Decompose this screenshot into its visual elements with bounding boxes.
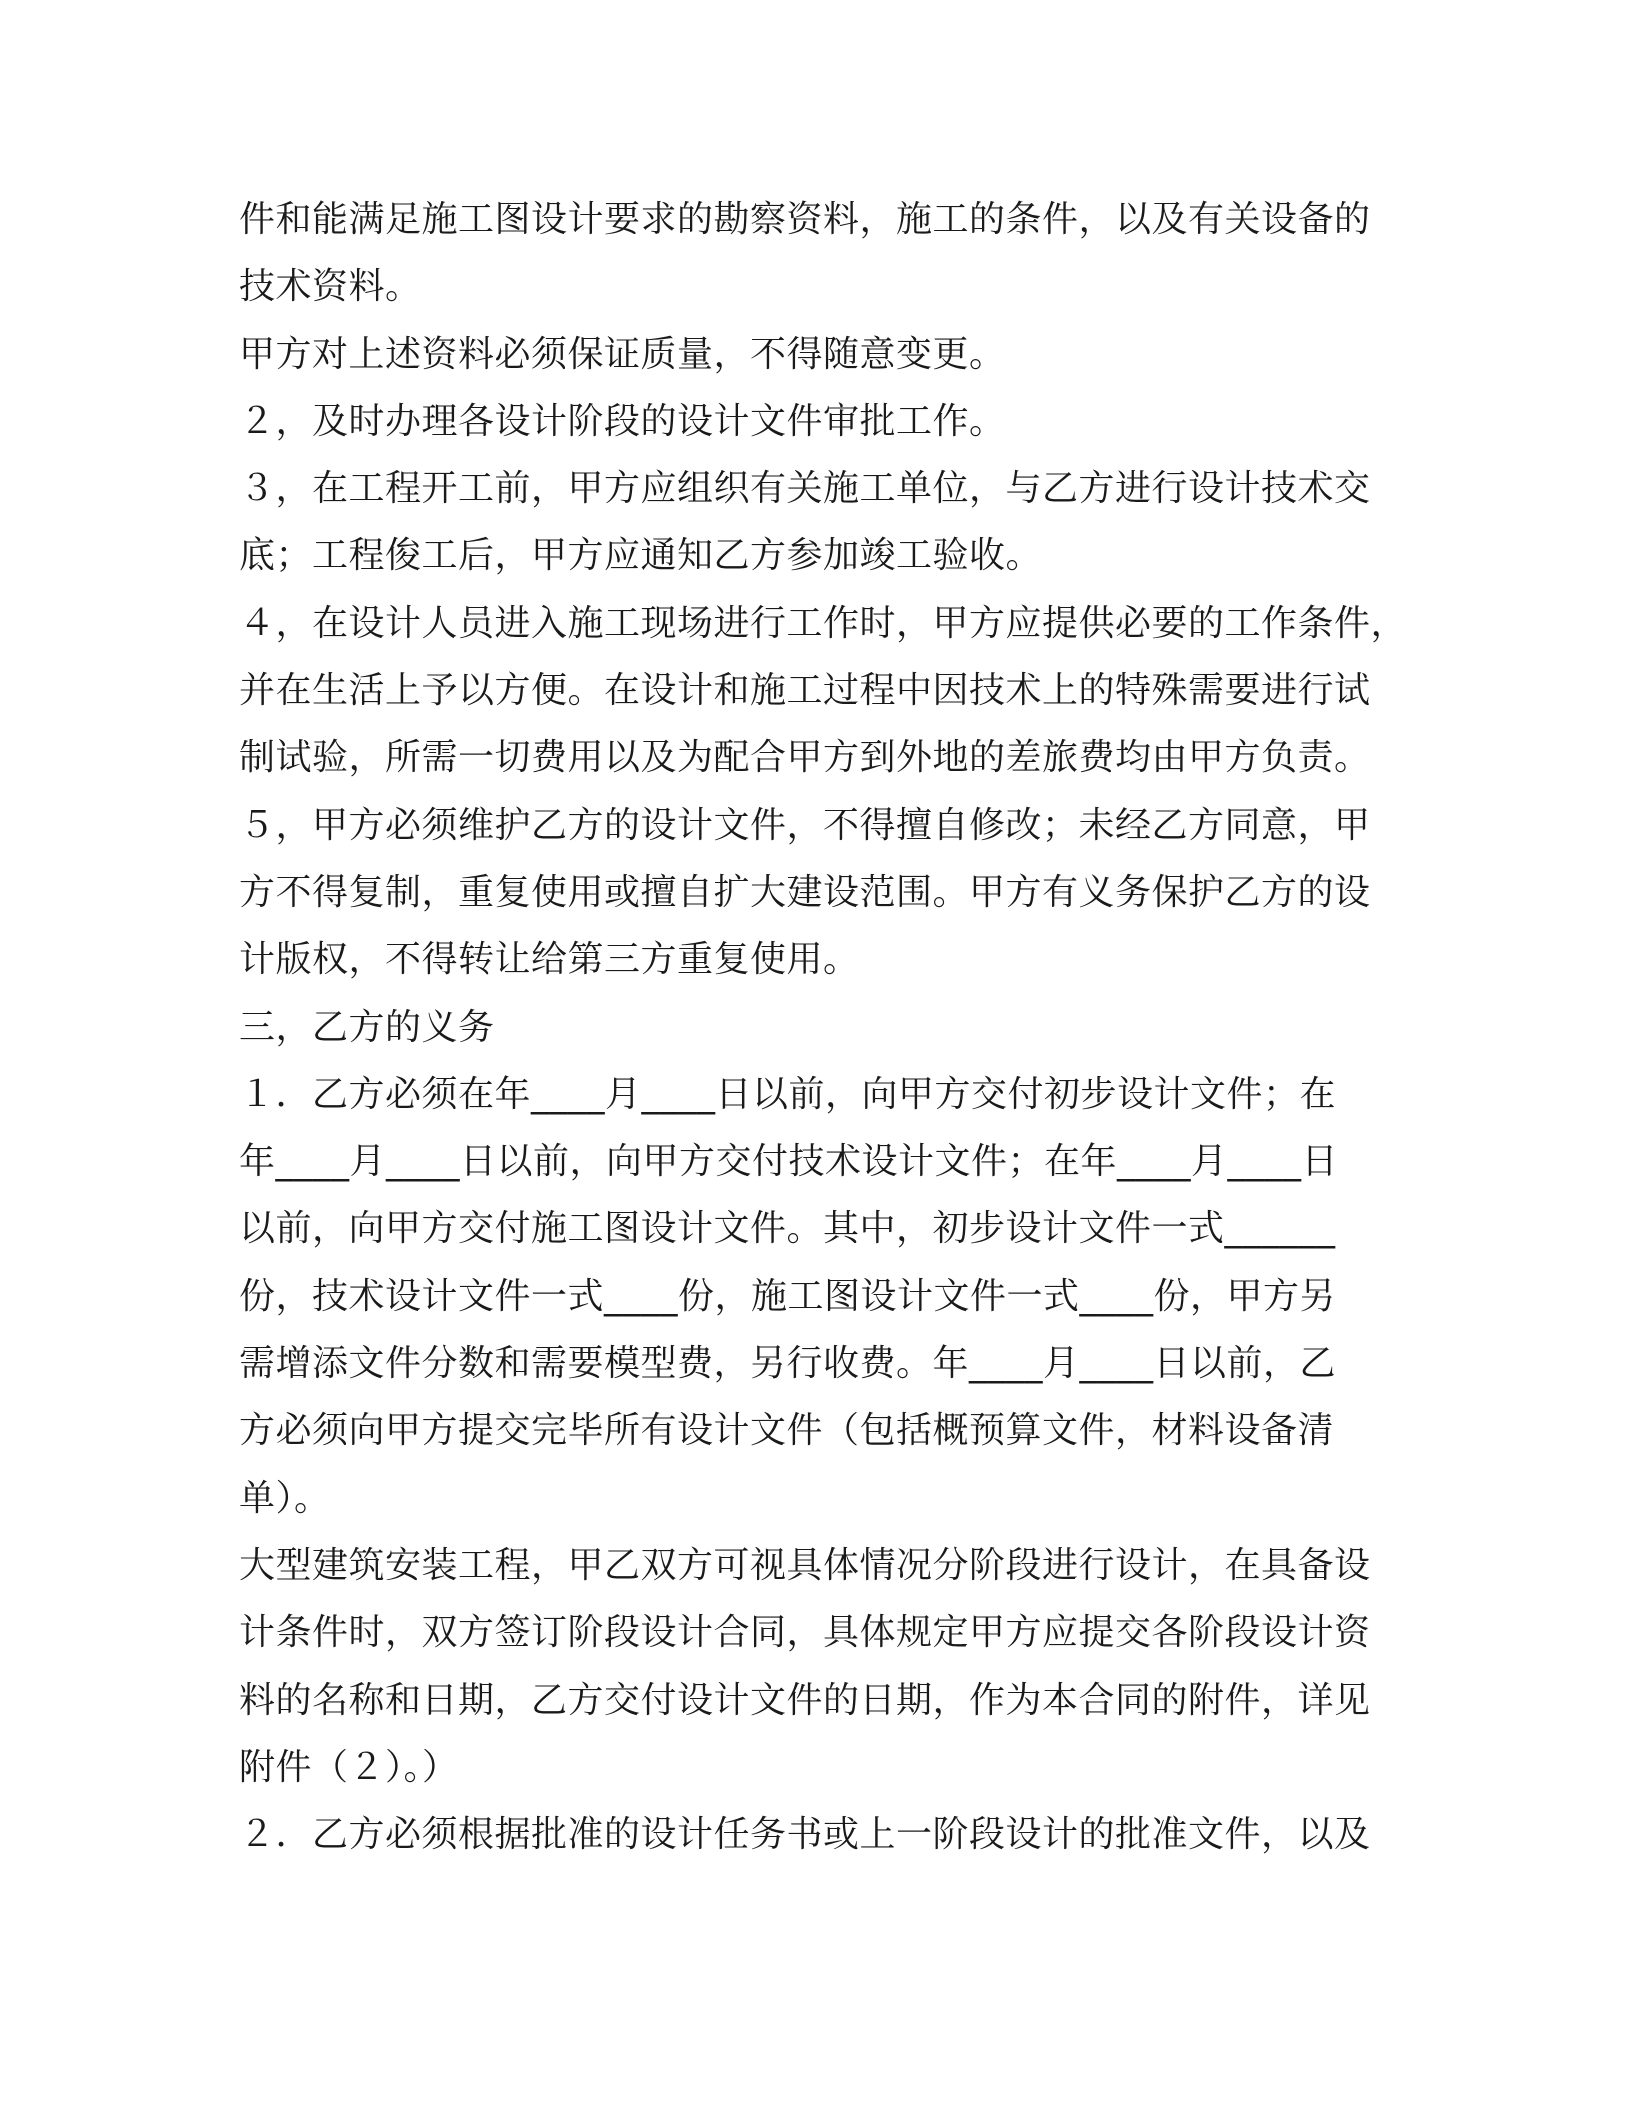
text-line: ２．乙方必须根据批准的设计任务书或上一阶段设计的批准文件，以及: [239, 1814, 1371, 1856]
text-line: 附件（２）。）: [239, 1746, 459, 1788]
text-line: 单）。: [239, 1477, 331, 1519]
text-line: 件和能满足施工图设计要求的勘察资料，施工的条件，以及有关设备的: [239, 199, 1371, 240]
text-line: 大型建筑安装工程，甲乙双方可视具体情况分阶段进行设计，在具备设: [239, 1544, 1371, 1586]
text-line: 料的名称和日期，乙方交付设计文件的日期，作为本合同的附件，详见: [239, 1679, 1371, 1721]
text-line: 制试验，所需一切费用以及为配合甲方到外地的差旅费均由甲方负责。: [239, 737, 1371, 779]
text-line: 方必须向甲方提交完毕所有设计文件（包括概预算文件，材料设备清: [239, 1410, 1335, 1452]
document-body: [239, 186, 1408, 1868]
text-line: ４，在设计人员进入施工现场进行工作时，甲方应提供必要的工作条件，: [239, 602, 1408, 644]
text-line: ５，甲方必须维护乙方的设计文件，不得擅自修改；未经乙方同意，甲: [239, 804, 1371, 846]
text-line: ３，在工程开工前，甲方应组织有关施工单位，与乙方进行设计技术交: [239, 468, 1371, 510]
text-line: 计条件时，双方签订阶段设计合同，具体规定甲方应提交各阶段设计资: [239, 1612, 1371, 1654]
text-line: 需增添文件分数和需要模型费，另行收费。年____月____日以前，乙: [239, 1343, 1337, 1385]
text-line: 份，技术设计文件一式____份，施工图设计文件一式____份，甲方另: [239, 1275, 1337, 1317]
text-line: 甲方对上述资料必须保证质量，不得随意变更。: [239, 333, 1006, 375]
text-line: １．乙方必须在年____月____日以前，向甲方交付初步设计文件；在: [239, 1073, 1337, 1115]
text-line: 计版权，不得转让给第三方重复使用。: [239, 939, 860, 981]
text-line: 年____月____日以前，向甲方交付技术设计文件；在年____月____日: [239, 1141, 1339, 1183]
text-line: ２，及时办理各设计阶段的设计文件审批工作。: [239, 400, 1006, 442]
section-heading: 三，乙方的义务: [239, 1006, 495, 1048]
text-line: 以前，向甲方交付施工图设计文件。其中，初步设计文件一式______: [239, 1208, 1336, 1250]
text-line: 技术资料。: [239, 266, 422, 308]
text-line: 方不得复制，重复使用或擅自扩大建设范围。甲方有义务保护乙方的设: [239, 871, 1371, 913]
text-line: 并在生活上予以方便。在设计和施工过程中因技术上的特殊需要进行试: [239, 670, 1371, 712]
text-line: 底；工程俊工后，甲方应通知乙方参加竣工验收。: [239, 535, 1043, 577]
